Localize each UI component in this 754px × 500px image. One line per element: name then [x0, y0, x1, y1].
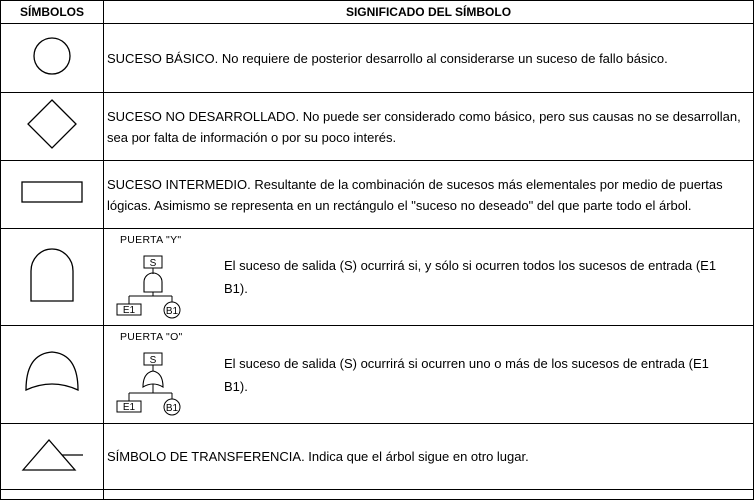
- and-gate-icon: [27, 245, 77, 305]
- symbol-cell-empty: [1, 490, 104, 500]
- symbol-cell: [1, 424, 104, 490]
- table-row: [1, 161, 754, 229]
- rectangle-icon: [21, 178, 83, 206]
- and-gate-diagram: [106, 230, 218, 325]
- table-row: [1, 93, 754, 161]
- symbol-cell: [1, 93, 104, 161]
- header-symbols: SÍMBOLOS: [1, 1, 104, 24]
- table-row: [1, 229, 754, 326]
- symbol-cell: [1, 24, 104, 93]
- row-description: SUCESO NO DESARROLLADO. No puede ser considerado como básico, pero sus causas no se desarrollan, sea por falta de información o por su poco interés.: [104, 93, 754, 161]
- symbol-cell: [1, 229, 104, 326]
- table-row: [1, 326, 754, 424]
- row-description: El suceso de salida (S) ocurrirá si ocurren uno o más de los sucesos de entrada (E1 B1).: [224, 355, 709, 394]
- output-label: S: [149, 257, 157, 269]
- input-label-e1: E1: [122, 401, 136, 413]
- input-label-b1: B1: [165, 402, 179, 414]
- row-description: SÍMBOLO DE TRANSFERENCIA. Indica que el árbol sigue en otro lugar.: [104, 424, 754, 490]
- table-row: [1, 424, 754, 490]
- table-row: [1, 24, 754, 93]
- or-gate-icon: [22, 348, 82, 396]
- symbol-cell: [1, 161, 104, 229]
- gate-title: PUERTA "O": [120, 330, 183, 343]
- gate-title: PUERTA "Y": [120, 233, 182, 246]
- symbol-cell: [1, 326, 104, 424]
- row-description: SUCESO INTERMEDIO. Resultante de la combinación de sucesos más elementales por medio de puertas lógicas. Asimismo se representa en un rectángulo el "suceso no deseado" del que parte todo el árbol.: [104, 161, 754, 229]
- table-row-partial: [1, 490, 754, 500]
- row-description: SUCESO BÁSICO. No requiere de posterior desarrollo al considerarse un suceso de fallo básico.: [104, 24, 754, 93]
- input-label-b1: B1: [165, 305, 179, 317]
- transfer-triangle-icon: [19, 434, 85, 474]
- circle-icon: [32, 35, 72, 77]
- diamond-icon: [26, 98, 78, 150]
- gate-cell: [104, 326, 754, 424]
- gate-wrap: [104, 327, 753, 423]
- input-label-e1: E1: [122, 304, 136, 316]
- header-meaning: SIGNIFICADO DEL SÍMBOLO: [104, 1, 754, 24]
- or-gate-diagram: [106, 327, 218, 423]
- output-label: S: [149, 354, 157, 366]
- header-row: [1, 1, 754, 24]
- description-cell-empty: [104, 490, 754, 500]
- gate-wrap: [104, 230, 753, 325]
- row-description: El suceso de salida (S) ocurrirá si, y sólo si ocurren todos los sucesos de entrada (E1 B1).: [224, 258, 717, 296]
- gate-cell: [104, 229, 754, 326]
